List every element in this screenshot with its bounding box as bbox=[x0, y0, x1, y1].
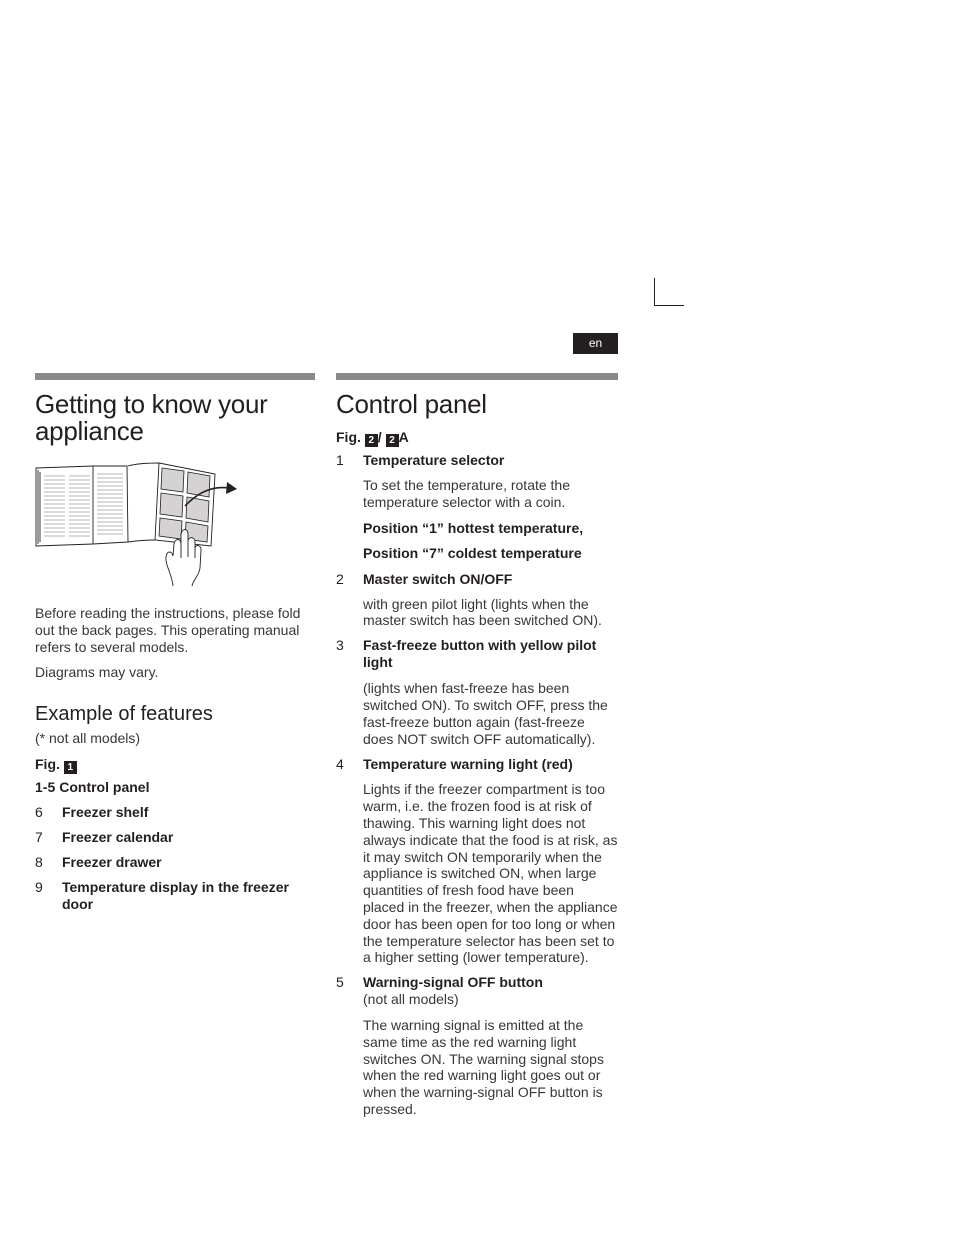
figure-reference: Fig. 2 / 2 A bbox=[336, 429, 409, 446]
control-item-fast-freeze-button: 3 Fast-freeze button with yellow pilot light bbox=[336, 637, 597, 671]
control-item-master-switch: 2 Master switch ON/OFF bbox=[336, 570, 513, 587]
item-description: Lights if the freezer compartment is too warm, i.e. the frozen food is at risk of thawing. This warning light does not always indicate that the food is at risk, as it may switch ON temporarily when the appliance is switched ON, when large quantities of fresh food have been placed in the freezer, when the appliance door has been open for too long or when the temperature selector has been set to a higher setting (lower temperature). bbox=[363, 781, 618, 966]
item-note: Position “1” hottest temperature, bbox=[363, 519, 584, 536]
list-item: 9 Temperature display in the freezer door bbox=[35, 878, 289, 912]
figure-reference: Fig. 1 bbox=[35, 756, 315, 774]
item-description: with green pilot light (lights when the master switch has been switched ON). bbox=[363, 595, 602, 629]
list-item: 8 Freezer drawer bbox=[35, 853, 162, 870]
section-rule bbox=[336, 373, 618, 380]
crop-mark-horizontal bbox=[654, 305, 684, 306]
list-item: 6 Freezer shelf bbox=[35, 803, 149, 820]
figure-number-badge: 2 bbox=[365, 434, 378, 447]
control-item-temperature-selector: 1 Temperature selector bbox=[336, 452, 505, 468]
left-column bbox=[35, 373, 315, 913]
section-heading-getting-to-know: Getting to know your appliance bbox=[35, 389, 268, 446]
list-item: 7 Freezer calendar bbox=[35, 828, 174, 845]
item-description: (lights when fast-freeze has been switched ON). To switch OFF, press the fast-freeze button again (fast-freeze does NOT switch OFF automatically). bbox=[363, 680, 608, 747]
control-item-warning-signal-off-button: 5 Warning-signal OFF button bbox=[336, 974, 543, 991]
manual-foldout-illustration bbox=[35, 462, 245, 587]
features-list bbox=[35, 779, 315, 913]
section-rule bbox=[35, 373, 315, 380]
intro-paragraph: Before reading the instructions, please fold out the back pages. This operating manual refers to several models. bbox=[35, 605, 301, 655]
language-badge: en bbox=[573, 333, 618, 354]
item-description: To set the temperature, rotate the temperature selector with a coin. bbox=[363, 477, 571, 510]
section-heading-control-panel: Control panel bbox=[336, 389, 487, 419]
figure-number-badge: 2 bbox=[386, 434, 399, 447]
right-column bbox=[336, 373, 618, 1118]
crop-mark-vertical bbox=[654, 278, 655, 306]
subheading-example-of-features: Example of features bbox=[35, 703, 213, 726]
diagrams-note: Diagrams may vary. bbox=[35, 664, 159, 681]
features-note: (* not all models) bbox=[35, 730, 141, 747]
item-availability-note: (not all models) bbox=[363, 991, 459, 1008]
figure-number-badge: 1 bbox=[64, 761, 77, 774]
list-item: 1-5 Control panel bbox=[35, 778, 150, 795]
control-item-temperature-warning-light: 4 Temperature warning light (red) bbox=[336, 756, 573, 773]
item-note: Position “7” coldest temperature bbox=[363, 544, 582, 561]
arrow-icon bbox=[226, 482, 237, 494]
item-description: The warning signal is emitted at the same time as the red warning light switches ON. The warning signal stops when the red warning light goes out or when the warning-signal OFF button is pressed. bbox=[363, 1016, 604, 1117]
